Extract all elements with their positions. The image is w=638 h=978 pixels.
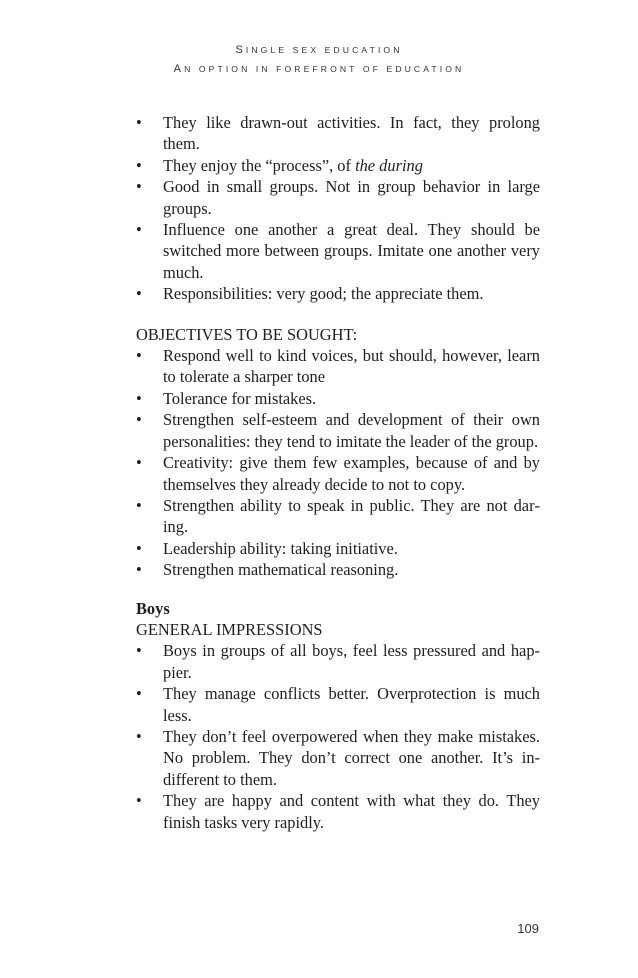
section-spacer bbox=[136, 581, 540, 598]
list-item-text: They enjoy the “process”, of bbox=[163, 155, 356, 175]
list-item: • Influence one another a great deal. They should be switched more between groups. Imitate one another very much. bbox=[136, 219, 540, 283]
list-item: • They don’t feel overpowered when they make mistakes. No problem. They don’t correct one another. It’s indifferent to them. bbox=[136, 726, 540, 790]
running-head-subtitle-initial: A bbox=[173, 63, 185, 75]
objectives-heading: OBJECTIVES TO BE SOUGHT: bbox=[136, 324, 358, 344]
running-head-subtitle bbox=[0, 64, 638, 75]
list-item: • Respond well to kind voices, but should, however, learn to tolerate a sharper tone bbox=[136, 345, 540, 388]
list-item: • Responsibilities: very good; the appreciate them. bbox=[136, 283, 540, 304]
list-item: • They manage conflicts better. Overprotection is much less. bbox=[136, 683, 540, 726]
list-item bbox=[136, 155, 540, 176]
list-item: • Creativity: give them few examples, because of and by themselves they already decide to not to copy. bbox=[136, 452, 540, 495]
page-number: 109 bbox=[517, 921, 539, 936]
list-item: • They are happy and content with what they do. They finish tasks very rapidly. bbox=[136, 790, 540, 833]
section-spacer bbox=[136, 305, 540, 324]
running-head-title-initial: S bbox=[235, 44, 246, 56]
boys-heading: Boys bbox=[136, 598, 170, 618]
general-impressions-heading: GENERAL IMPRESSIONS bbox=[136, 619, 323, 639]
running-head-title-rest: INGLE SEX EDUCATION bbox=[245, 45, 403, 55]
list-item: • Tolerance for mistakes. bbox=[136, 388, 540, 409]
boys-impressions-list bbox=[136, 640, 540, 833]
page-body bbox=[136, 112, 540, 833]
list-item: • Strengthen mathematical reasoning. bbox=[136, 559, 540, 580]
girls-traits-list bbox=[136, 112, 540, 305]
list-item: • Boys in groups of all boys, feel less pressured and happier. bbox=[136, 640, 540, 683]
list-item: • They like drawn-out activities. In fact, they prolong them. bbox=[136, 112, 540, 155]
list-item: • Good in small groups. Not in group behavior in large groups. bbox=[136, 176, 540, 219]
list-item: • Strengthen self-esteem and development of their own personalities: they tend to imitate the leader of the group. bbox=[136, 409, 540, 452]
running-head-subtitle-rest: N OPTION IN FOREFRONT OF EDUCATION bbox=[184, 64, 465, 74]
list-item: • Strengthen ability to speak in public. They are not daring. bbox=[136, 495, 540, 538]
list-item: • Leadership ability: taking initiative. bbox=[136, 538, 540, 559]
running-head-title bbox=[0, 45, 638, 56]
objectives-list bbox=[136, 345, 540, 580]
list-item-emphasis: the during bbox=[355, 155, 423, 175]
